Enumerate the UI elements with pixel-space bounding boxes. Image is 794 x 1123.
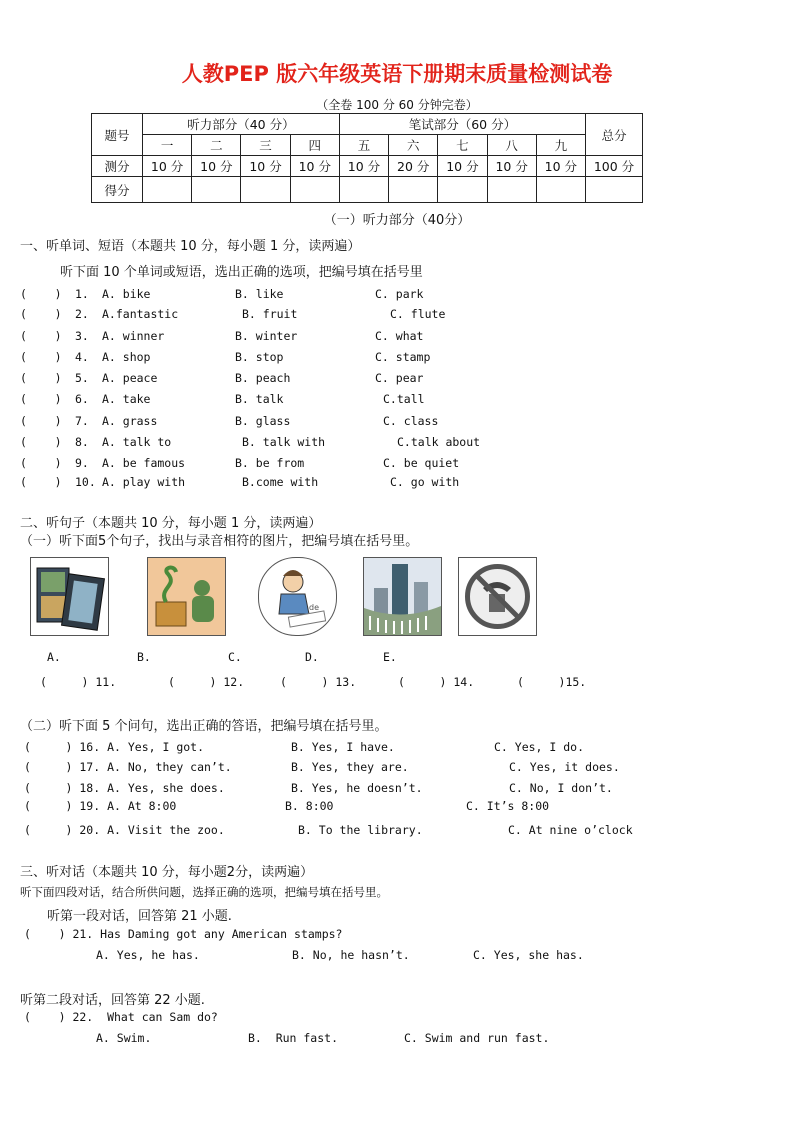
score-input-cell[interactable]: [438, 177, 487, 203]
question-21: ( ) 21. Has Daming got any American stamps?: [24, 927, 343, 941]
pic-label: D.: [305, 650, 319, 664]
option-22b: B. Run fast.: [248, 1031, 339, 1045]
col-num: 三: [241, 135, 290, 156]
question-with-option-a: ( ) 20. A. Visit the zoo.: [24, 823, 225, 837]
section3-instruction: 听下面四段对话，结合所供问题，选择正确的选项，把编号填在括号里。: [20, 885, 388, 899]
option-21c: C. Yes, she has.: [473, 948, 584, 962]
question-22: ( ) 22. What can Sam do?: [24, 1010, 218, 1024]
option-a: A. grass: [102, 414, 158, 428]
pic-label: A.: [47, 650, 61, 664]
option-a: A. peace: [102, 371, 158, 385]
dialogue1-intro: 听第一段对话，回答第 21 小题.: [47, 909, 232, 924]
pic-label: E.: [383, 650, 397, 664]
option-c: C. No, I don’t.: [509, 781, 613, 795]
score-input-cell[interactable]: [389, 177, 438, 203]
pic-label: C.: [228, 650, 242, 664]
points-cell: 10 分: [339, 156, 388, 177]
option-b: B. talk with: [242, 435, 326, 449]
option-b: B.come with: [242, 475, 319, 489]
option-a: A. be famous: [102, 456, 186, 470]
question-with-option-a: ( ) 19. A. At 8:00: [24, 799, 177, 813]
dialogue2-intro: 听第二段对话，回答第 22 小题.: [20, 993, 205, 1008]
points-cell: 10 分: [438, 156, 487, 177]
item-number: 1.: [75, 287, 89, 301]
page-subtitle: （全卷 100 分 60 分钟完卷）: [316, 98, 478, 112]
score-table: [91, 113, 643, 203]
item-number: 3.: [75, 329, 89, 343]
col-num: 一: [143, 135, 192, 156]
option-a: A. play with: [102, 475, 186, 489]
option-b: B. stop: [235, 350, 284, 364]
option-c: C. class: [383, 414, 439, 428]
item-number: 2.: [75, 307, 89, 321]
score-input-cell[interactable]: [241, 177, 290, 203]
total-score-cell[interactable]: [586, 177, 643, 203]
section2-part1: （一）听下面5个句子，找出与录音相符的图片，把编号填在括号里。: [20, 534, 419, 549]
svg-text:de: de: [309, 603, 319, 612]
points-cell: 10 分: [143, 156, 192, 177]
answer-blank[interactable]: ( )15.: [517, 675, 587, 689]
option-c: C.tall: [383, 392, 425, 406]
score-input-cell[interactable]: [536, 177, 585, 203]
option-21b: B. No, he hasn’t.: [292, 948, 410, 962]
points-cell: 10 分: [241, 156, 290, 177]
answer-blank[interactable]: ( ) 13.: [280, 675, 357, 689]
option-b: B. winter: [235, 329, 298, 343]
answer-bracket[interactable]: ( ): [20, 371, 62, 385]
option-21a: A. Yes, he has.: [96, 948, 200, 962]
option-a: A. winner: [102, 329, 165, 343]
listening-header: （一）听力部分（40分）: [323, 213, 471, 228]
col-num: 五: [339, 135, 388, 156]
points-cell: 10 分: [487, 156, 536, 177]
option-c: C. what: [375, 329, 424, 343]
answer-bracket[interactable]: ( ): [20, 350, 62, 364]
answer-blank[interactable]: ( ) 14.: [398, 675, 475, 689]
item-number: 8.: [75, 435, 89, 449]
option-b: B. talk: [235, 392, 284, 406]
answer-bracket[interactable]: ( ): [20, 414, 62, 428]
option-c: C. flute: [390, 307, 446, 321]
option-b: B. be from: [235, 456, 305, 470]
section1-instruction: 听下面 10 个单词或短语，选出正确的选项，把编号填在括号里: [60, 265, 423, 280]
option-c: C. stamp: [375, 350, 431, 364]
option-b: B. Yes, he doesn’t.: [291, 781, 423, 795]
header-tihao: 题号: [92, 114, 143, 156]
col-num: 六: [389, 135, 438, 156]
option-22a: A. Swim.: [96, 1031, 152, 1045]
question-with-option-a: ( ) 16. A. Yes, I got.: [24, 740, 205, 754]
option-22c: C. Swim and run fast.: [404, 1031, 550, 1045]
col-num: 四: [290, 135, 339, 156]
stamps-icon: [30, 557, 109, 636]
option-a: A. shop: [102, 350, 151, 364]
section1-heading: 一、听单词、短语（本题共 10 分，每小题 1 分，读两遍）: [20, 239, 361, 254]
answer-bracket[interactable]: ( ): [20, 456, 62, 470]
option-a: A.fantastic: [102, 307, 179, 321]
option-b: B. Yes, I have.: [291, 740, 395, 754]
option-c: C. At nine o’clock: [508, 823, 633, 837]
section2-heading: 二、听句子（本题共 10 分，每小题 1 分，读两遍）: [20, 516, 322, 531]
pic-label: B.: [137, 650, 151, 664]
city-skyline-icon: [363, 557, 442, 636]
answer-bracket[interactable]: ( ): [20, 392, 62, 406]
option-c: C. park: [375, 287, 424, 301]
score-input-cell[interactable]: [290, 177, 339, 203]
snake-basket-icon: [147, 557, 226, 636]
option-b: B. To the library.: [298, 823, 423, 837]
total-points-cell: 100 分: [586, 156, 643, 177]
option-a: A. talk to: [102, 435, 172, 449]
section2-part2: （二）听下面 5 个问句，选出正确的答语，把编号填在括号里。: [20, 719, 388, 734]
col-num: 七: [438, 135, 487, 156]
boy-writing-icon: [258, 557, 337, 636]
col-num: 二: [192, 135, 241, 156]
option-c: C. go with: [390, 475, 460, 489]
option-c: C. be quiet: [383, 456, 460, 470]
answer-blank[interactable]: ( ) 11.: [40, 675, 117, 689]
header-total: 总分: [586, 114, 643, 156]
row-label-points: 测分: [92, 156, 143, 177]
points-cell: 10 分: [192, 156, 241, 177]
header-listening: 听力部分（40 分）: [143, 114, 340, 135]
score-input-cell[interactable]: [487, 177, 536, 203]
score-input-cell[interactable]: [339, 177, 388, 203]
question-with-option-a: ( ) 17. A. No, they can’t.: [24, 760, 232, 774]
points-cell: 10 分: [290, 156, 339, 177]
option-a: A. bike: [102, 287, 151, 301]
points-cell: 10 分: [536, 156, 585, 177]
col-num: 八: [487, 135, 536, 156]
section3-heading: 三、听对话（本题共 10 分，每小题2分，读两遍）: [20, 865, 314, 880]
option-c: C. pear: [375, 371, 424, 385]
option-a: A. take: [102, 392, 151, 406]
score-input-cell[interactable]: [192, 177, 241, 203]
option-b: B. like: [235, 287, 284, 301]
option-c: C. Yes, it does.: [509, 760, 620, 774]
no-phone-sign-icon: [458, 557, 537, 636]
page-title: 人教PEP 版六年级英语下册期末质量检测试卷: [181, 62, 613, 86]
header-written: 笔试部分（60 分）: [339, 114, 585, 135]
option-b: B. peach: [235, 371, 291, 385]
question-with-option-a: ( ) 18. A. Yes, she does.: [24, 781, 225, 795]
item-number: 4.: [75, 350, 89, 364]
option-b: B. glass: [235, 414, 291, 428]
col-num: 九: [536, 135, 585, 156]
option-c: C.talk about: [397, 435, 481, 449]
answer-bracket[interactable]: ( ): [20, 287, 62, 301]
item-number: 10.: [75, 475, 96, 489]
option-b: B. 8:00: [285, 799, 334, 813]
points-cell: 20 分: [389, 156, 438, 177]
answer-blank[interactable]: ( ) 12.: [168, 675, 245, 689]
row-label-score: 得分: [92, 177, 143, 203]
option-c: C. Yes, I do.: [494, 740, 585, 754]
item-number: 5.: [75, 371, 89, 385]
item-number: 9.: [75, 456, 89, 470]
option-b: B. fruit: [242, 307, 298, 321]
answer-bracket[interactable]: ( ): [20, 475, 62, 489]
score-input-cell[interactable]: [143, 177, 192, 203]
option-b: B. Yes, they are.: [291, 760, 409, 774]
answer-bracket[interactable]: ( ): [20, 329, 62, 343]
item-number: 6.: [75, 392, 89, 406]
answer-bracket[interactable]: ( ): [20, 435, 62, 449]
option-c: C. It’s 8:00: [466, 799, 550, 813]
answer-bracket[interactable]: ( ): [20, 307, 62, 321]
item-number: 7.: [75, 414, 89, 428]
